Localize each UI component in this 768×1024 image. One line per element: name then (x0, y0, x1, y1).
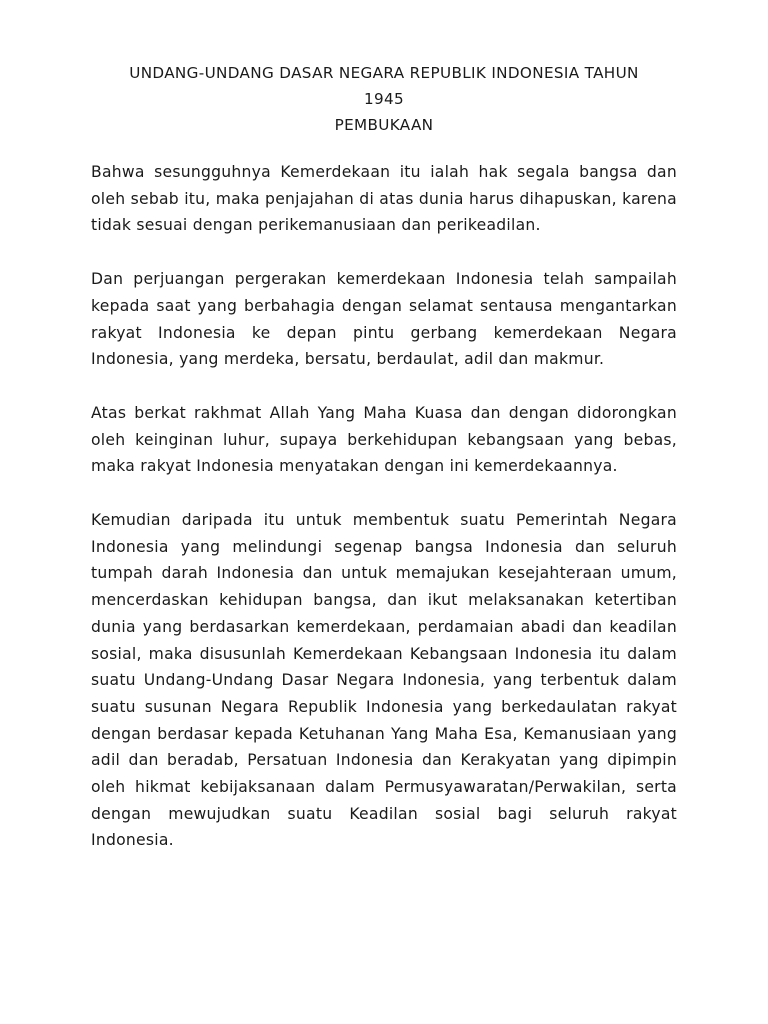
paragraph-1: Bahwa sesungguhnya Kemerdekaan itu ialah hak segala bangsa dan oleh sebab itu, maka penjajahan di atas dunia harus dihapuskan, karena tidak sesuai dengan perikemanusiaan dan perikeadilan. (91, 163, 677, 235)
document-page (91, 60, 677, 881)
paragraph-4: Kemudian daripada itu untuk membentuk suatu Pemerintah Negara Indonesia yang melindungi segenap bangsa Indonesia dan seluruh tumpah darah Indonesia dan untuk memajukan kesejahteraan umum, mencerdaskan kehidupan bangsa, dan ikut melaksanakan ketertiban dunia yang berdasarkan kemerdekaan, perdamaian abadi dan keadilan sosial, maka disusunlah Kemerdekaan Kebangsaan Indonesia itu dalam suatu Undang-Undang Dasar Negara Indonesia, yang terbentuk dalam suatu susunan Negara Republik Indonesia yang berkedaulatan rakyat dengan berdasar kepada Ketuhanan Yang Maha Esa, Kemanusiaan yang adil dan beradab, Persatuan Indonesia dan Kerakyatan yang dipimpin oleh hikmat kebijaksanaan dalam Permusyawaratan/Perwakilan, serta dengan mewujudkan suatu Keadilan sosial bagi seluruh rakyat Indonesia. (91, 511, 677, 850)
document-title-line-1: UNDANG-UNDANG DASAR NEGARA REPUBLIK INDONESIA TAHUN (129, 64, 639, 82)
document-title-line-2: 1945 (363, 90, 405, 108)
document-heading (91, 60, 677, 138)
paragraph-2: Dan perjuangan pergerakan kemerdekaan Indonesia telah sampailah kepada saat yang berbahagia dengan selamat sentausa mengantarkan rakyat Indonesia ke depan pintu gerbang kemerdekaan Negara Indonesia, yang merdeka, bersatu, berdaulat, adil dan makmur. (91, 270, 677, 369)
paragraph-3: Atas berkat rakhmat Allah Yang Maha Kuasa dan dengan didorongkan oleh keinginan luhur, supaya berkehidupan kebangsaan yang bebas, maka rakyat Indonesia menyatakan dengan ini kemerdekaannya. (91, 403, 677, 476)
section-title: PEMBUKAAN (334, 116, 434, 134)
